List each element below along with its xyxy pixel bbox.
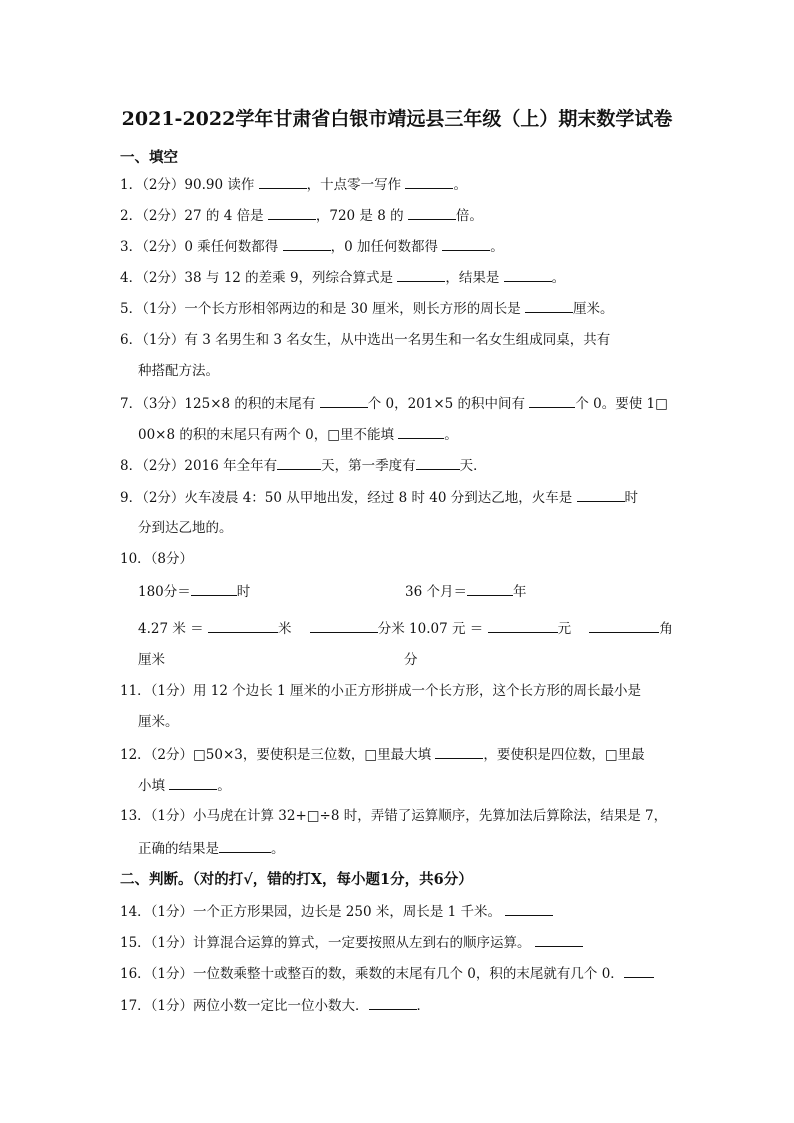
answer-blank[interactable] [369,995,417,1010]
question-text: ，720 是 8 的 [315,208,408,224]
question-text: 米 [277,621,296,637]
question-text: ，结果是 [445,270,504,286]
question-text: 36 个月＝ [405,584,467,600]
question-3 [120,236,504,257]
question-12-continued [138,775,231,796]
answer-blank[interactable] [488,618,558,633]
question-text: 角 [659,621,673,637]
answer-blank[interactable] [169,775,217,790]
question-text: ，要使积是四位数，□里最 [483,747,645,763]
question-9-continued [138,518,233,538]
question-11 [120,681,641,701]
answer-blank[interactable] [398,424,444,439]
question-text: 16．（1分）一位数乘整十或整百的数，乘数的末尾有几个 0，积的末尾就有几个 0． [120,966,624,982]
answer-blank[interactable] [320,393,368,408]
question-text: 2．（2分）27 的 4 倍是 [120,208,268,224]
question-text: 10．（8分） [120,551,194,567]
question-text: 厘米 [138,652,165,668]
question-text: 天，第一季度有 [321,458,416,474]
answer-blank[interactable] [208,618,278,633]
question-13 [120,806,667,826]
question-text: 4.27 米 ＝ [138,621,208,637]
question-text: 3．（2分）0 乘任何数都得 [120,239,283,255]
answer-blank[interactable] [624,963,654,978]
question-12 [120,744,645,765]
question-11-continued [138,712,179,732]
answer-blank[interactable] [416,455,460,470]
section-heading-fill: 一、填空 [120,149,178,166]
answer-blank[interactable] [283,236,331,251]
question-16 [120,963,654,984]
question-text: 种搭配方法。 [138,363,219,379]
question-1 [120,174,467,195]
question-text: 时 [624,490,639,506]
question-7 [120,393,668,414]
question-4 [120,267,565,288]
answer-blank[interactable] [529,393,575,408]
answer-blank[interactable] [268,205,316,220]
question-text: 00×8 的积的末尾只有两个 0，□里不能填 [138,427,399,443]
answer-blank[interactable] [442,236,490,251]
answer-blank[interactable] [259,174,307,189]
question-10 [120,549,193,569]
question-text: 分 [404,652,418,668]
question-15 [120,932,583,953]
q10-item-meters [138,618,673,639]
question-text: 9．（2分）火车凌晨 4：50 从甲地出发，经过 8 时 40 分到达乙地，火车是 [120,490,577,506]
question-text: 。 [217,778,231,794]
question-text: 年 [512,584,527,600]
question-6 [120,330,610,350]
question-9 [120,487,638,508]
question-text: 7．（3分）125×8 的积的末尾有 [120,396,320,412]
question-text: 。 [453,177,467,193]
question-text: ，十点零一写作 [306,177,406,193]
answer-blank[interactable] [589,618,659,633]
answer-blank[interactable] [277,455,321,470]
question-text: 17．（1分）两位小数一定比一位小数大． [120,998,369,1014]
question-text: 厘米。 [138,714,179,730]
question-text: 12．（2分）□50×3，要使积是三位数，□里最大填 [120,747,436,763]
question-text: 5．（1分）一个长方形相邻两边的和是 30 厘米，则长方形的周长是 [120,301,525,317]
page-title: 2021-2022学年甘肃省白银市靖远县三年级（上）期末数学试卷 [121,108,673,130]
answer-blank[interactable] [219,838,271,853]
answer-blank[interactable] [191,581,237,596]
question-text: 14．（1分）一个正方形果园，边长是 250 米，周长是 1 千米。 [120,904,506,920]
question-text: 倍。 [455,208,483,224]
question-text: 天． [459,458,487,474]
answer-blank[interactable] [577,487,625,502]
question-17 [120,995,430,1016]
question-13-continued [138,838,285,859]
question-text: 15．（1分）计算混合运算的算式，一定要按照从左到右的顺序运算。 [120,935,535,951]
question-text: ． [416,998,431,1014]
answer-blank[interactable] [405,174,453,189]
question-text: 厘米。 [572,301,614,317]
question-text: ，0 加任何数都得 [330,239,443,255]
answer-blank[interactable] [525,298,573,313]
q10-item-years [405,581,526,602]
question-text: 8．（2分）2016 年全年有 [120,458,278,474]
question-text: 。 [490,239,504,255]
question-text: 11．（1分）用 12 个边长 1 厘米的小正方形拼成一个长方形，这个长方形的周长最小是 [120,683,641,699]
q10-unit-centimeters [138,650,165,670]
answer-blank[interactable] [408,205,456,220]
question-text: 180分＝ [138,584,191,600]
question-5 [120,298,613,319]
question-text: 时 [236,584,251,600]
question-text: 个 0。要使 1□ [575,396,668,412]
question-7-continued [138,424,458,445]
question-14 [120,901,553,922]
answer-blank[interactable] [397,267,445,282]
q10-unit-fen [404,650,418,670]
question-text: 4．（2分）38 与 12 的差乘 9，列综合算式是 [120,270,398,286]
question-text: 1．（2分）90.90 读作 [120,177,259,193]
q10-item-hours [138,581,250,602]
question-text: 分米 10.07 元 ＝ [377,621,488,637]
question-text: 13．（1分）小马虎在计算 32+□÷8 时，弄错了运算顺序，先算加法后算除法，结果是 7， [120,808,668,824]
question-text: 小填 [138,778,170,794]
answer-blank[interactable] [535,932,583,947]
question-text: 。 [271,841,285,857]
question-text: 个 0，201×5 的积中间有 [367,396,530,412]
question-8 [120,455,487,476]
question-text: 。 [444,427,458,443]
answer-blank[interactable] [435,744,483,759]
answer-blank[interactable] [467,581,513,596]
question-text: 正确的结果是 [138,841,219,857]
answer-blank[interactable] [310,618,378,633]
question-2 [120,205,483,226]
question-6-continued [138,361,219,381]
section-heading-judge: 二、判断。（对的打√，错的打X，每小题1分，共6分） [120,871,473,888]
answer-blank[interactable] [505,901,553,916]
answer-blank[interactable] [504,267,552,282]
question-text: 分到达乙地的。 [138,520,233,536]
question-text: 元 [557,621,576,637]
question-text: 。 [551,270,566,286]
question-text: 6．（1分）有 3 名男生和 3 名女生，从中选出一名男生和一名女生组成同桌，共有 [120,332,611,348]
